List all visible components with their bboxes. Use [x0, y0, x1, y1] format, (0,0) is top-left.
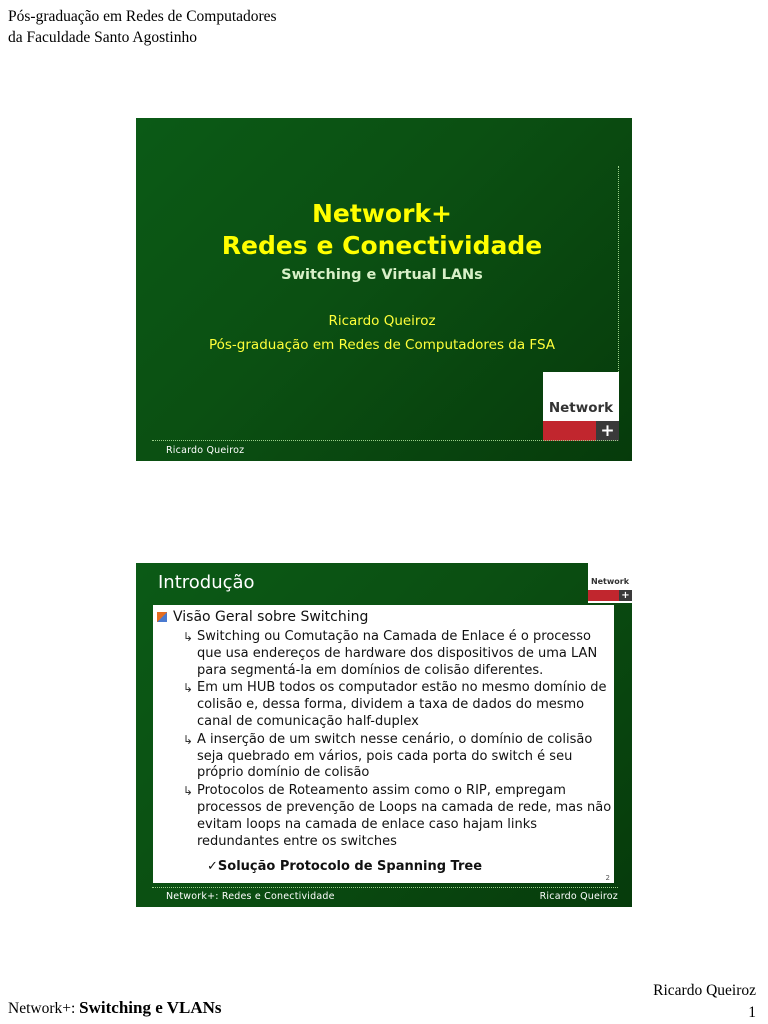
page-number: 1	[748, 1004, 756, 1021]
list-item	[183, 732, 613, 782]
author-name: Ricardo Queiroz	[328, 313, 436, 329]
sub-bullet-list	[183, 629, 613, 851]
slide-footer-right: Ricardo Queiroz	[539, 891, 618, 902]
header-line-1: Pós-graduação em Redes de Computadores	[8, 8, 277, 25]
page-header	[8, 6, 277, 48]
page-footer-title	[8, 998, 222, 1018]
check-item	[207, 859, 482, 874]
page-footer-right	[653, 980, 756, 1024]
list-item	[183, 783, 613, 850]
logo-plus: +	[596, 421, 619, 441]
check-item-text: Solução Protocolo de Spanning Tree	[217, 859, 483, 874]
footer-divider	[152, 440, 618, 441]
content-slide	[136, 563, 632, 907]
logo-text: Network	[590, 577, 630, 586]
logo-red-block	[588, 590, 619, 601]
footer-topic: Switching e VLANs	[79, 998, 222, 1017]
network-plus-logo	[588, 563, 632, 603]
network-plus-logo	[543, 372, 619, 441]
logo-text: Network	[548, 400, 614, 416]
list-item-text: Switching ou Comutação na Camada de Enlace é o processo que usa endereços de hardware dos dispositivos de uma LAN para segmentá-la em domínios de colisão diferentes.	[197, 629, 598, 678]
title-slide	[136, 118, 632, 461]
arrow-bullet-icon: ↳	[183, 784, 194, 799]
list-item	[183, 680, 613, 730]
arrow-bullet-icon: ↳	[183, 630, 194, 644]
list-item	[183, 629, 613, 679]
list-item-text: A inserção de um switch nesse cenário, o domínio de colisão seja quebrado em vários, pois cada porta do switch é seu próprio domínio de colisão	[197, 731, 593, 781]
slide-footer-left: Network+: Redes e Conectividade	[166, 891, 335, 902]
footer-prefix: Network+:	[8, 1000, 80, 1017]
slide-footer: Ricardo Queiroz	[166, 445, 245, 456]
arrow-bullet-icon: ↳	[183, 732, 194, 747]
slide-number: 2	[605, 874, 610, 882]
logo-red-block	[543, 421, 596, 441]
arrow-bullet-icon: ↳	[183, 681, 194, 696]
footer-divider	[152, 887, 618, 888]
main-bullet	[157, 609, 368, 625]
slide-title-line-1: Network+	[311, 199, 452, 228]
affiliation: Pós-graduação em Redes de Computadores da FSA	[208, 337, 555, 353]
slide-title-line-2: Redes e Conectividade	[221, 231, 543, 260]
check-icon: ✓	[207, 859, 218, 874]
slide-title: Introdução	[158, 572, 255, 593]
logo-plus: +	[619, 590, 632, 601]
content-box	[153, 605, 614, 883]
footer-author: Ricardo Queiroz	[653, 982, 756, 999]
slide-subtitle: Switching e Virtual LANs	[281, 267, 483, 283]
cube-bullet-icon	[157, 612, 167, 622]
main-bullet-text: Visão Geral sobre Switching	[173, 609, 369, 625]
header-line-2: da Faculdade Santo Agostinho	[8, 29, 197, 46]
list-item-text: Protocolos de Roteamento assim como o RIP, empregam processos de prevenção de Loops na camada de rede, mas não evitam loops na camada de enlace caso hajam links redundantes entre os switches	[197, 783, 612, 849]
list-item-text: Em um HUB todos os computador estão no mesmo domínio de colisão e, dessa forma, dividem a taxa de dados do mesmo canal de comunicação half-duplex	[197, 680, 607, 729]
